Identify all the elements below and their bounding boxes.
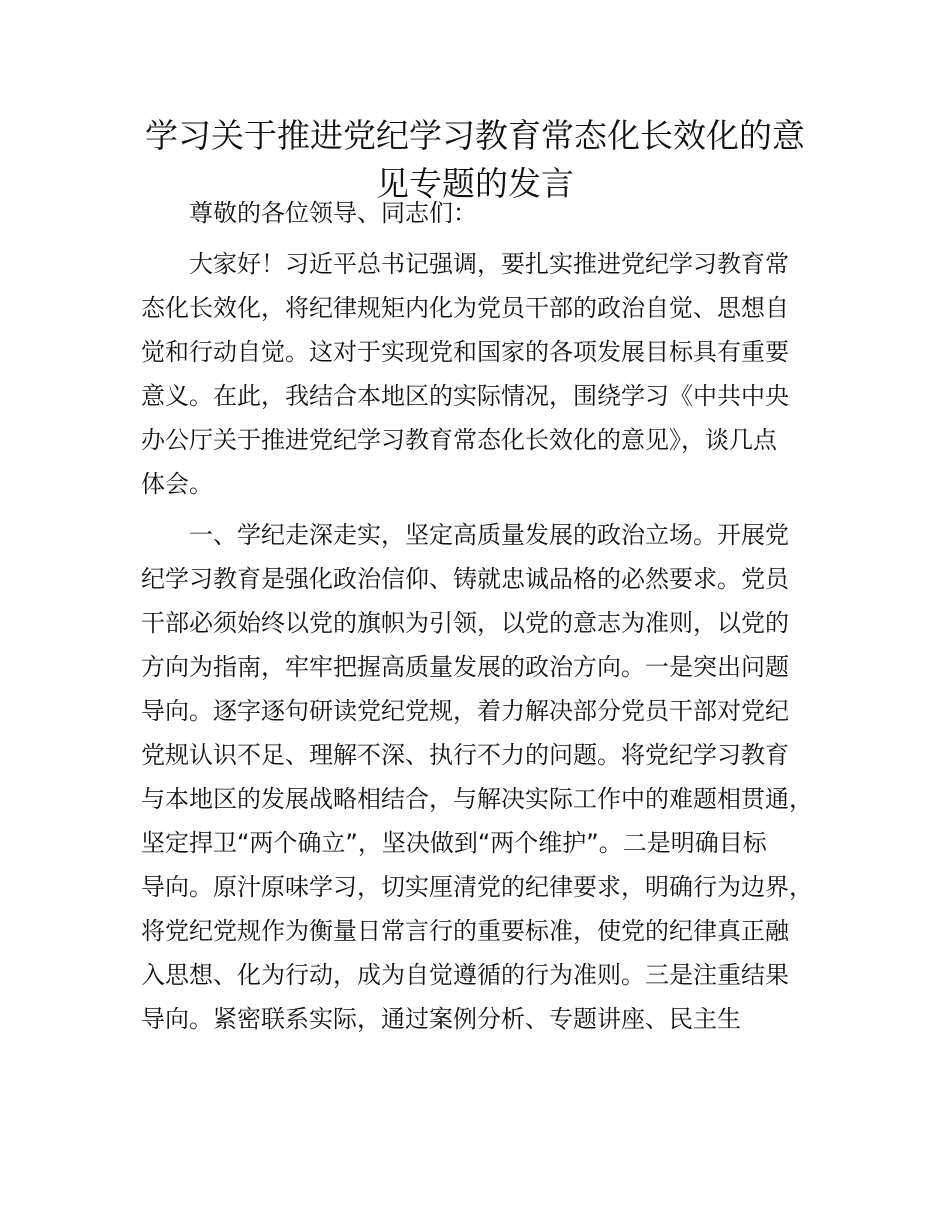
document-body (141, 191, 831, 1048)
text-line: 态化长效化，将纪律规矩内化为党员干部的政治自觉、思想自 (141, 294, 789, 322)
text-line: 导向。逐字逐句研读党纪党规，着力解决部分党员干部对党纪 (141, 697, 789, 725)
title-line-2: 见专题的发言 (376, 164, 574, 203)
text-line: 导向。紧密联系实际，通过案例分析、专题讲座、民主生 (141, 1005, 741, 1033)
paragraph-intro (141, 242, 831, 506)
text-line: 坚定捍卫“两个确立”，坚决做到“两个维护”。二是明确目标 (141, 829, 767, 857)
text-line: 办公厅关于推进党纪学习教育常态化长效化的意见》，谈几点 (141, 426, 777, 454)
text-line: 干部必须始终以党的旗帜为引领，以党的意志为准则，以党的 (141, 609, 789, 637)
text-line: 导向。原汁原味学习，切实厘清党的纪律要求，明确行为边界， (141, 873, 813, 901)
text-line: 党规认识不足、理解不深、执行不力的问题。将党纪学习教育 (141, 741, 789, 769)
text-line: 觉和行动自觉。这对于实现党和国家的各项发展目标具有重要 (141, 338, 789, 366)
text-line: 大家好！习近平总书记强调，要扎实推进党纪学习教育常 (189, 250, 789, 278)
salutation (141, 191, 831, 235)
title-line-1: 学习关于推进党纪学习教育常态化长效化的意 (145, 116, 805, 155)
salutation-line: 尊敬的各位领导、同志们： (189, 199, 477, 227)
text-line: 入思想、化为行动，成为自觉遵循的行为准则。三是注重结果 (141, 961, 789, 989)
text-line: 意义。在此，我结合本地区的实际情况，围绕学习《中共中央 (141, 382, 789, 410)
text-line: 一、学纪走深走实，坚定高质量发展的政治立场。开展党 (189, 521, 789, 549)
text-line: 与本地区的发展战略相结合，与解决实际工作中的难题相贯通， (141, 785, 813, 813)
text-line: 体会。 (141, 470, 213, 498)
text-line: 将党纪党规作为衡量日常言行的重要标准，使党的纪律真正融 (141, 917, 789, 945)
paragraph-section-1 (141, 513, 831, 1041)
text-line: 方向为指南，牢牢把握高质量发展的政治方向。一是突出问题 (141, 653, 789, 681)
text-line: 纪学习教育是强化政治信仰、铸就忠诚品格的必然要求。党员 (141, 565, 789, 593)
